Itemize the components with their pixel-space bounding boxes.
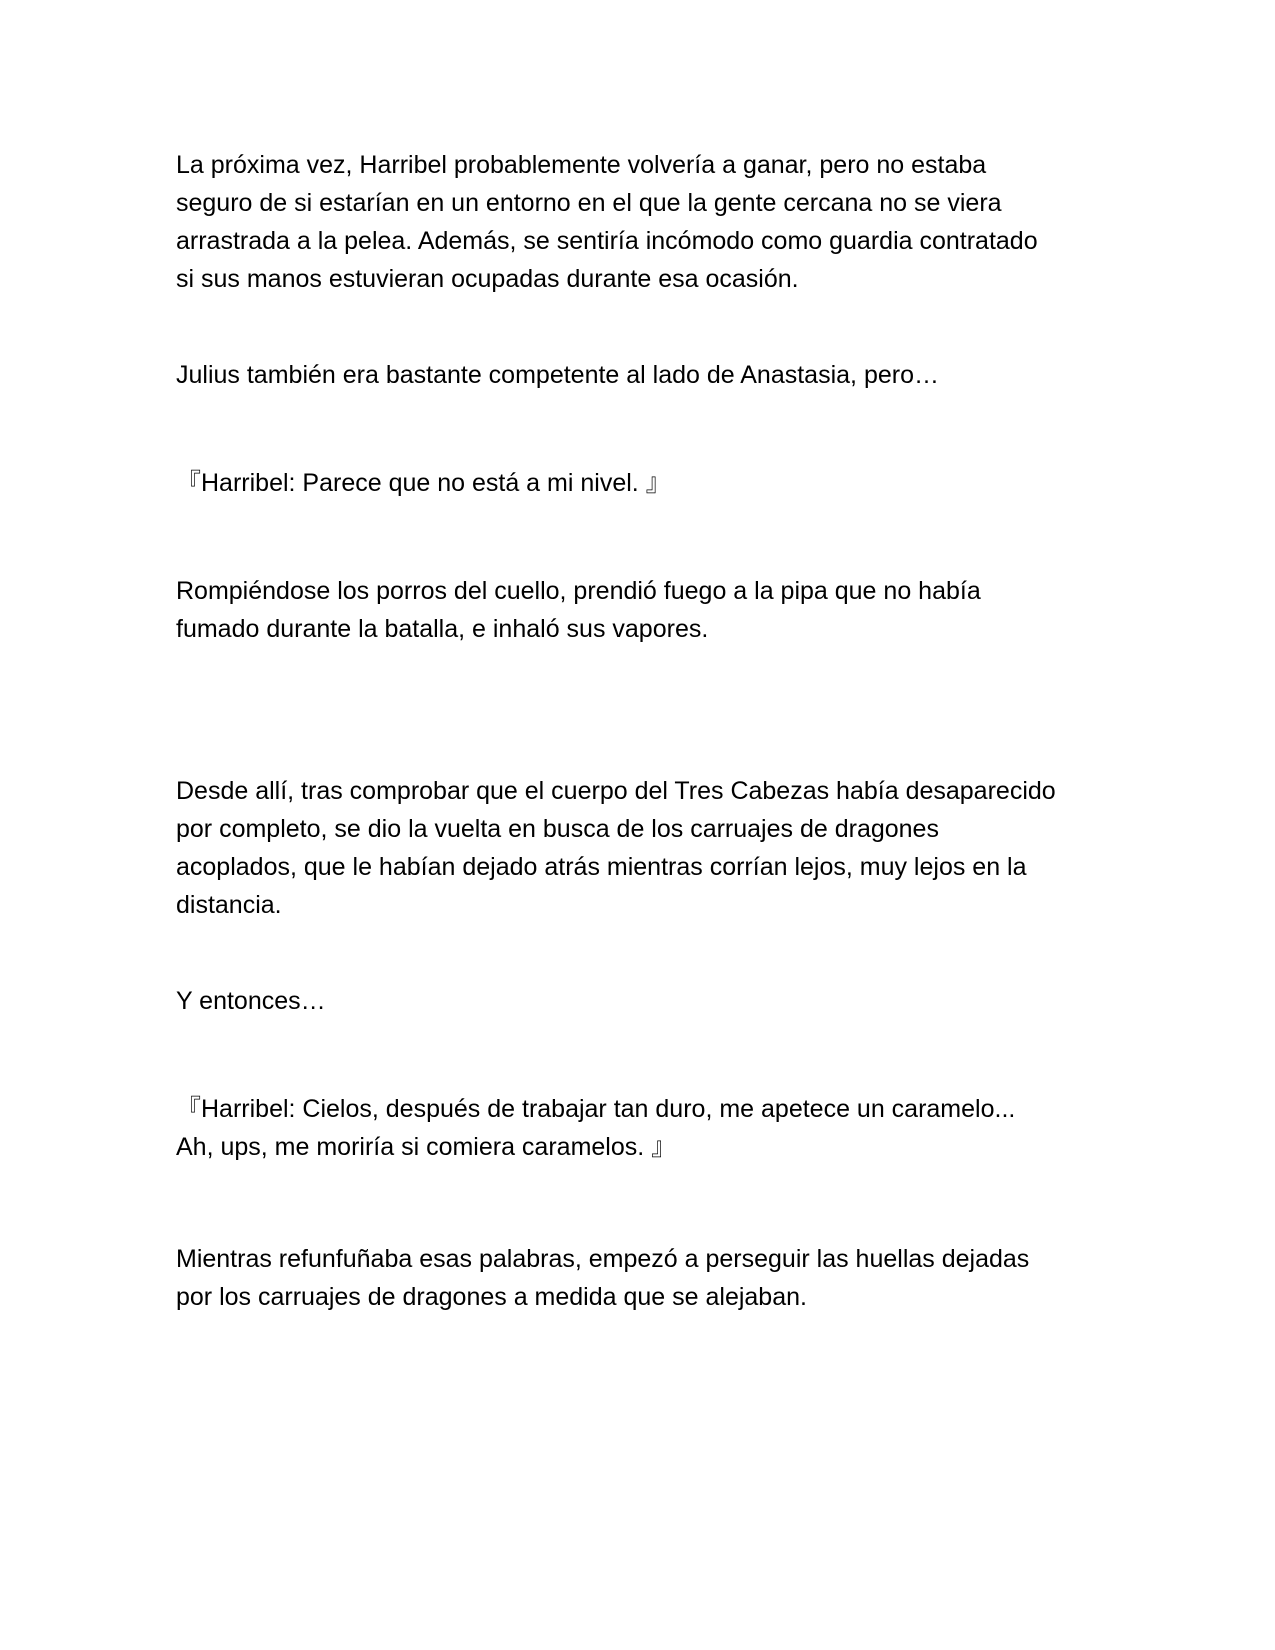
text-line: por completo, se dio la vuelta en busca de los carruajes de dragones bbox=[176, 815, 939, 843]
paragraph-harribel-next-time bbox=[176, 146, 1116, 298]
text-line: Desde allí, tras comprobar que el cuerpo del Tres Cabezas había desaparecido bbox=[176, 777, 1056, 805]
paragraph-and-then bbox=[176, 982, 1116, 1020]
text-line: acoplados, que le habían dejado atrás mientras corrían lejos, muy lejos en la bbox=[176, 853, 1027, 881]
text-line: 『Harribel: Cielos, después de trabajar tan duro, me apetece un caramelo... bbox=[176, 1095, 1016, 1123]
paragraph-julius bbox=[176, 356, 1116, 394]
paragraph-pipe bbox=[176, 572, 1116, 648]
text-line: si sus manos estuvieran ocupadas durante esa ocasión. bbox=[176, 265, 799, 293]
text-line: Mientras refunfuñaba esas palabras, empezó a perseguir las huellas dejadas bbox=[176, 1245, 1030, 1273]
text-line: Y entonces… bbox=[176, 987, 326, 1015]
dialogue-harribel-caramel bbox=[176, 1090, 1116, 1166]
text-line: seguro de si estarían en un entorno en el que la gente cercana no se viera bbox=[176, 189, 1002, 217]
dialogue-harribel-level bbox=[176, 464, 1116, 502]
text-line: La próxima vez, Harribel probablemente volvería a ganar, pero no estaba bbox=[176, 151, 987, 179]
text-line: Rompiéndose los porros del cuello, prendió fuego a la pipa que no había bbox=[176, 577, 981, 605]
text-line: Julius también era bastante competente al lado de Anastasia, pero… bbox=[176, 361, 939, 389]
text-line: Ah, ups, me moriría si comiera caramelos. 』 bbox=[176, 1133, 677, 1161]
text-line: fumado durante la batalla, e inhaló sus vapores. bbox=[176, 615, 709, 643]
paragraph-tracks bbox=[176, 1240, 1116, 1316]
text-line: 『Harribel: Parece que no está a mi nivel. 』 bbox=[176, 469, 671, 497]
text-line: arrastrada a la pelea. Además, se sentiría incómodo como guardia contratado bbox=[176, 227, 1038, 255]
text-line: por los carruajes de dragones a medida que se alejaban. bbox=[176, 1283, 807, 1311]
paragraph-three-heads bbox=[176, 772, 1116, 924]
text-line: distancia. bbox=[176, 891, 282, 919]
